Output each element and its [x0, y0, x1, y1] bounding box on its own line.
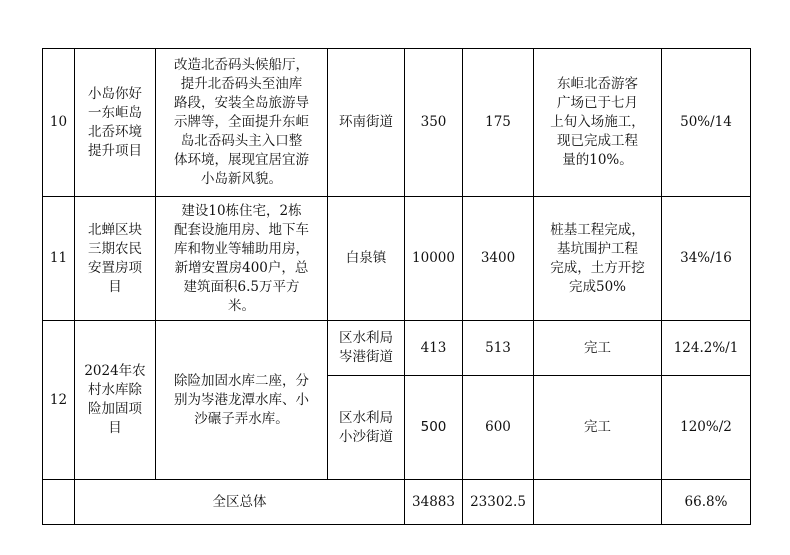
project-content: 建设10栋住宅，2栋 配套设施用房、地下车 库和物业等辅助用房， 新增安置房400户，总 建筑面积6.5万平方 米。	[156, 197, 328, 321]
completed-investment: 513	[463, 321, 534, 376]
row-number: 12	[43, 321, 75, 480]
planned-investment: 413	[405, 321, 463, 376]
planned-investment: 500	[405, 376, 463, 480]
progress-description: 完工	[534, 321, 662, 376]
total-planned: 34883	[405, 480, 463, 525]
responsible-unit: 白泉镇	[328, 197, 405, 321]
table-row	[43, 197, 751, 321]
completed-investment: 175	[463, 49, 534, 197]
total-row	[43, 480, 751, 525]
total-rate: 66.8%	[662, 480, 751, 525]
planned-investment: 10000	[405, 197, 463, 321]
planned-investment: 350	[405, 49, 463, 197]
project-name: 北蝉区块 三期农民 安置房项 目	[75, 197, 156, 321]
table-row	[43, 321, 751, 376]
project-content: 除险加固水库二座，分 别为岑港龙潭水库、小 沙碾子弄水库。	[156, 321, 328, 480]
completed-investment: 3400	[463, 197, 534, 321]
responsible-unit: 区水利局 小沙街道	[328, 376, 405, 480]
project-name: 2024年农 村水库除 险加固项 目	[75, 321, 156, 480]
total-completed: 23302.5	[463, 480, 534, 525]
row-number: 11	[43, 197, 75, 321]
table-row	[43, 49, 751, 197]
total-empty-cell	[43, 480, 75, 525]
completed-investment: 600	[463, 376, 534, 480]
responsible-unit: 区水利局 岑港街道	[328, 321, 405, 376]
completion-rate: 34%/16	[662, 197, 751, 321]
project-name: 小岛你好 一东岠岛 北岙环境 提升项目	[75, 49, 156, 197]
project-table	[42, 48, 751, 525]
progress-description: 桩基工程完成， 基坑围护工程 完成，土方开挖 完成50%	[534, 197, 662, 321]
project-content: 改造北岙码头候船厅， 提升北岙码头至油库 路段，安装全岛旅游导 示牌等，全面提升东岠 岛北岙码头主入口整 体环境，展现宜居宜游 小岛新风貌。	[156, 49, 328, 197]
row-number: 10	[43, 49, 75, 197]
completion-rate: 50%/14	[662, 49, 751, 197]
total-progress	[534, 480, 662, 525]
completion-rate: 120%/2	[662, 376, 751, 480]
progress-description: 完工	[534, 376, 662, 480]
completion-rate: 124.2%/1	[662, 321, 751, 376]
total-label: 全区总体	[75, 480, 405, 525]
responsible-unit: 环南街道	[328, 49, 405, 197]
progress-description: 东岠北岙游客 广场已于七月 上旬入场施工， 现已完成工程 量的10%。	[534, 49, 662, 197]
